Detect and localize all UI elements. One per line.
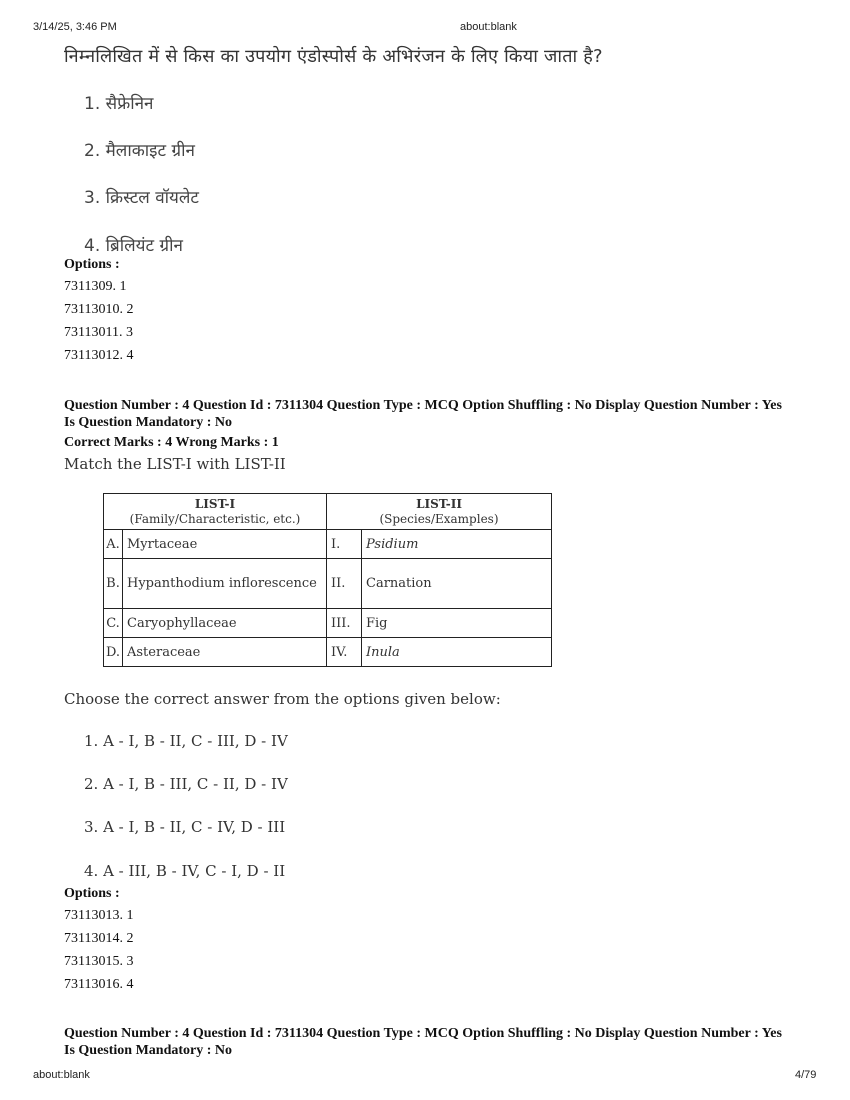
table-row xyxy=(104,638,552,667)
row-letter: C. xyxy=(104,609,123,638)
list-1-item: Hypanthodium inflorescence xyxy=(123,559,327,609)
row-letter: B. xyxy=(104,559,123,609)
question-4-answer: 3. A - I, B - II, C - IV, D - III xyxy=(84,818,286,836)
list-2-title: LIST-II xyxy=(416,496,462,511)
list-1-item: Myrtaceae xyxy=(123,530,327,559)
list-1-item: Caryophyllaceae xyxy=(123,609,327,638)
question-4-instruction: Match the LIST-I with LIST-II xyxy=(64,455,286,473)
question-4-option: 73113014. 2 xyxy=(64,931,134,946)
question-4-options-label: Options : xyxy=(64,886,120,901)
row-letter: A. xyxy=(104,530,123,559)
question-4-answer: 2. A - I, B - III, C - II, D - IV xyxy=(84,775,288,793)
question-3-choice: 1. सैफ्रेनिन xyxy=(84,94,154,114)
row-numeral: I. xyxy=(327,530,362,559)
list-1-header xyxy=(104,494,327,530)
print-datetime: 3/14/25, 3:46 PM xyxy=(33,21,117,33)
row-letter: D. xyxy=(104,638,123,667)
question-4-marks: Correct Marks : 4 Wrong Marks : 1 xyxy=(64,435,279,450)
print-page-title: about:blank xyxy=(460,21,517,33)
question-3-options-label: Options : xyxy=(64,257,120,272)
print-page-counter: 4/79 xyxy=(795,1069,817,1081)
question-3-option: 73113010. 2 xyxy=(64,302,134,317)
question-5-meta: Question Number : 4 Question Id : 7311304 Question Type : MCQ Option Shuffling : No Display Question Number : Yes Is Question Mandatory : No xyxy=(64,1026,782,1058)
table-row xyxy=(104,530,552,559)
question-3-choice: 4. ब्रिलियंट ग्रीन xyxy=(84,236,183,256)
question-4-option: 73113013. 1 xyxy=(64,908,134,923)
match-table xyxy=(103,493,552,667)
question-3-option: 73113011. 3 xyxy=(64,325,133,340)
list-2-item: Psidium xyxy=(362,530,552,559)
row-numeral: IV. xyxy=(327,638,362,667)
list-1-title: LIST-I xyxy=(194,496,236,511)
question-4-answer: 1. A - I, B - II, C - III, D - IV xyxy=(84,732,288,750)
list-1-item: Asteraceae xyxy=(123,638,327,667)
list-2-header xyxy=(327,494,552,530)
row-numeral: III. xyxy=(327,609,362,638)
table-row xyxy=(104,609,552,638)
table-row xyxy=(104,559,552,609)
question-4-option: 73113016. 4 xyxy=(64,977,134,992)
list-2-item: Inula xyxy=(362,638,552,667)
print-footer-url: about:blank xyxy=(33,1069,90,1081)
question-3-choice: 3. क्रिस्टल वॉयलेट xyxy=(84,188,200,208)
list-2-subtitle: (Species/Examples) xyxy=(379,511,499,526)
question-4-meta: Question Number : 4 Question Id : 7311304 Question Type : MCQ Option Shuffling : No Display Question Number : Yes Is Question Mandatory : No xyxy=(64,398,782,430)
list-1-subtitle: (Family/Characteristic, etc.) xyxy=(129,511,301,526)
question-4-choose-text: Choose the correct answer from the options given below: xyxy=(64,690,501,708)
question-3-text: निम्नलिखित में से किस का उपयोग एंडोस्पोर्स के अभिरंजन के लिए किया जाता है? xyxy=(64,46,603,67)
question-4-answer: 4. A - III, B - IV, C - I, D - II xyxy=(84,862,286,880)
list-2-item: Fig xyxy=(362,609,552,638)
question-4-option: 73113015. 3 xyxy=(64,954,134,969)
row-numeral: II. xyxy=(327,559,362,609)
question-3-option: 73113012. 4 xyxy=(64,348,134,363)
list-2-item: Carnation xyxy=(362,559,552,609)
question-3-choice: 2. मैलाकाइट ग्रीन xyxy=(84,141,195,161)
question-3-option: 7311309. 1 xyxy=(64,279,127,294)
